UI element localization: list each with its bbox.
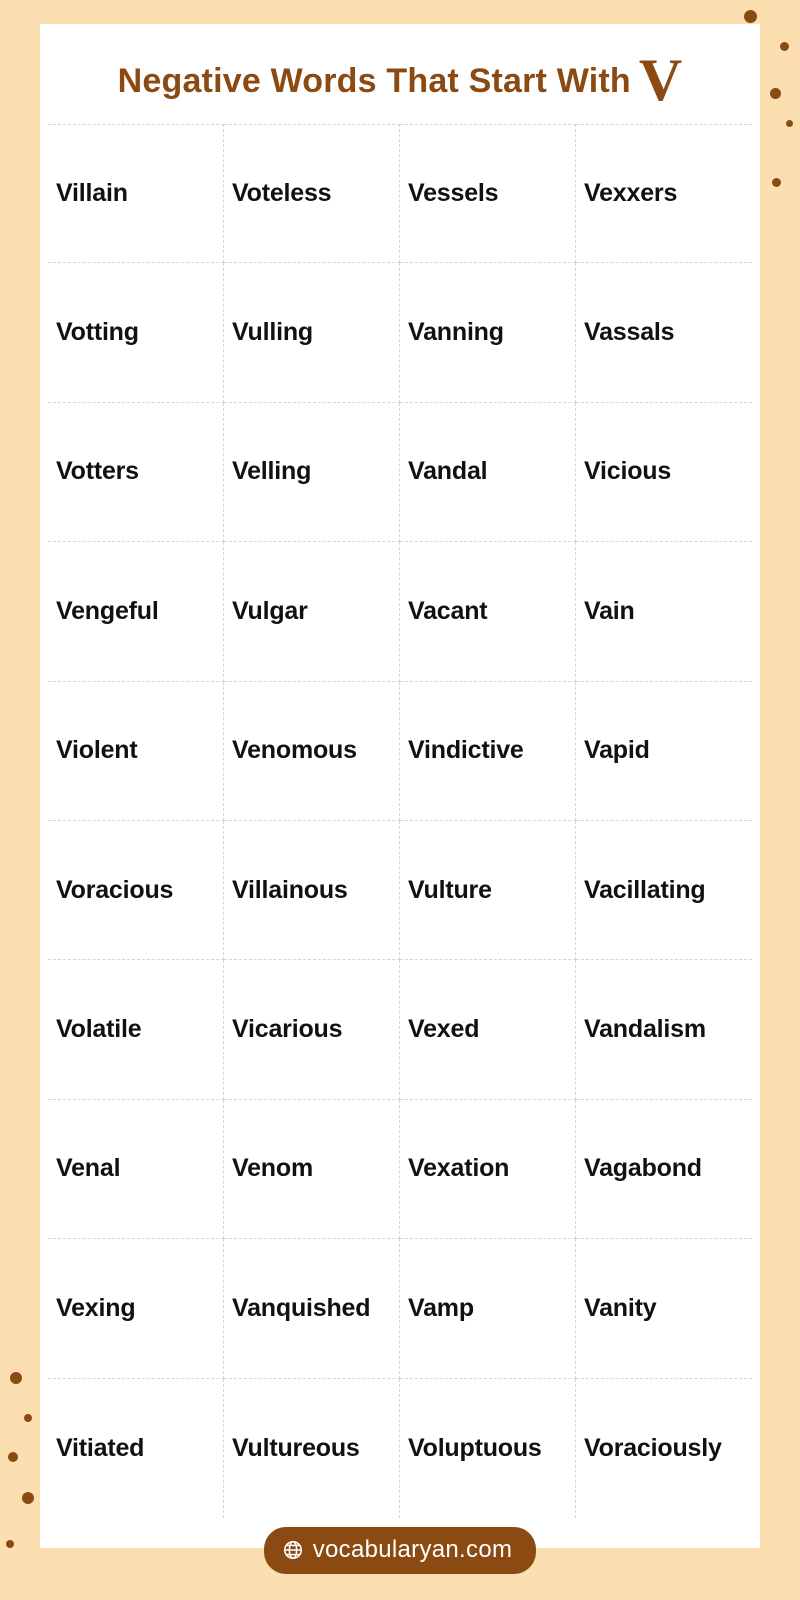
word-label: Villainous xyxy=(232,875,348,904)
word-cell xyxy=(48,1379,224,1518)
page-title-text: Negative Words That Start With xyxy=(117,61,631,100)
word-cell xyxy=(576,1239,752,1378)
word-cell xyxy=(400,1239,576,1378)
word-cell xyxy=(48,1100,224,1239)
word-cell xyxy=(400,124,576,263)
word-label: Vanning xyxy=(408,318,504,347)
word-cell xyxy=(400,542,576,681)
decorative-dot xyxy=(22,1492,34,1504)
word-cell xyxy=(224,682,400,821)
word-label: Vandal xyxy=(408,457,488,486)
word-label: Vexxers xyxy=(584,179,678,208)
word-list-card xyxy=(40,24,760,1548)
word-cell xyxy=(48,682,224,821)
word-cell xyxy=(224,1100,400,1239)
word-label: Vacillating xyxy=(584,875,706,904)
word-cell xyxy=(400,821,576,960)
word-cell xyxy=(576,403,752,542)
site-badge[interactable] xyxy=(264,1527,537,1574)
word-cell xyxy=(224,1379,400,1518)
word-cell xyxy=(48,263,224,402)
word-cell xyxy=(48,960,224,1099)
word-label: Violent xyxy=(56,736,138,765)
word-label: Volatile xyxy=(56,1015,142,1044)
word-label: Vexed xyxy=(408,1015,480,1044)
word-label: Votters xyxy=(56,457,139,486)
word-cell xyxy=(400,263,576,402)
word-label: Voracious xyxy=(56,875,174,904)
word-cell xyxy=(224,821,400,960)
word-label: Vacant xyxy=(408,596,488,625)
word-cell xyxy=(576,124,752,263)
word-label: Vapid xyxy=(584,736,650,765)
word-cell xyxy=(576,542,752,681)
word-cell xyxy=(48,1239,224,1378)
word-label: Vassals xyxy=(584,318,675,347)
word-cell xyxy=(576,1379,752,1518)
word-cell xyxy=(400,1379,576,1518)
site-url-label: vocabularyan.com xyxy=(312,1536,513,1563)
word-label: Vitiated xyxy=(56,1433,145,1462)
word-label: Voraciously xyxy=(584,1433,722,1462)
decorative-dot xyxy=(744,10,757,23)
page-title-letter: V xyxy=(638,46,683,113)
word-label: Vain xyxy=(584,596,635,625)
page-title xyxy=(40,24,760,124)
word-label: Vulture xyxy=(408,875,492,904)
word-label: Vindictive xyxy=(408,736,524,765)
word-label: Venom xyxy=(232,1154,313,1183)
word-label: Voluptuous xyxy=(408,1433,542,1462)
word-label: Vicious xyxy=(584,457,672,486)
word-label: Vexation xyxy=(408,1154,510,1183)
word-cell xyxy=(576,1100,752,1239)
decorative-dot xyxy=(24,1414,32,1422)
word-cell xyxy=(224,1239,400,1378)
word-cell xyxy=(576,960,752,1099)
word-cell xyxy=(576,821,752,960)
word-cell xyxy=(48,403,224,542)
word-grid xyxy=(48,124,752,1518)
word-label: Voteless xyxy=(232,179,332,208)
word-label: Velling xyxy=(232,457,312,486)
word-label: Vulgar xyxy=(232,596,308,625)
word-label: Vanquished xyxy=(232,1293,371,1322)
word-label: Vexing xyxy=(56,1293,136,1322)
word-cell xyxy=(48,542,224,681)
word-label: Vamp xyxy=(408,1293,474,1322)
word-cell xyxy=(48,124,224,263)
word-label: Vengeful xyxy=(56,596,159,625)
word-cell xyxy=(400,1100,576,1239)
word-label: Vandalism xyxy=(584,1015,706,1044)
word-cell xyxy=(224,542,400,681)
decorative-dot xyxy=(8,1452,18,1462)
word-label: Votting xyxy=(56,318,139,347)
word-label: Venomous xyxy=(232,736,357,765)
word-label: Vanity xyxy=(584,1293,657,1322)
word-cell xyxy=(224,263,400,402)
word-cell xyxy=(224,124,400,263)
decorative-dot xyxy=(10,1372,22,1384)
word-cell xyxy=(224,960,400,1099)
decorative-dot xyxy=(786,120,793,127)
decorative-dot xyxy=(780,42,789,51)
word-cell xyxy=(48,821,224,960)
word-cell xyxy=(576,263,752,402)
footer xyxy=(0,1527,800,1574)
word-label: Vessels xyxy=(408,179,499,208)
word-label: Vicarious xyxy=(232,1015,343,1044)
word-label: Villain xyxy=(56,179,128,208)
word-cell xyxy=(224,403,400,542)
globe-icon xyxy=(282,1539,304,1561)
word-label: Vultureous xyxy=(232,1433,360,1462)
word-cell xyxy=(576,682,752,821)
word-cell xyxy=(400,682,576,821)
word-cell xyxy=(400,403,576,542)
word-cell xyxy=(400,960,576,1099)
decorative-dot xyxy=(772,178,781,187)
word-label: Vulling xyxy=(232,318,313,347)
decorative-dot xyxy=(770,88,781,99)
word-label: Vagabond xyxy=(584,1154,702,1183)
word-label: Venal xyxy=(56,1154,121,1183)
